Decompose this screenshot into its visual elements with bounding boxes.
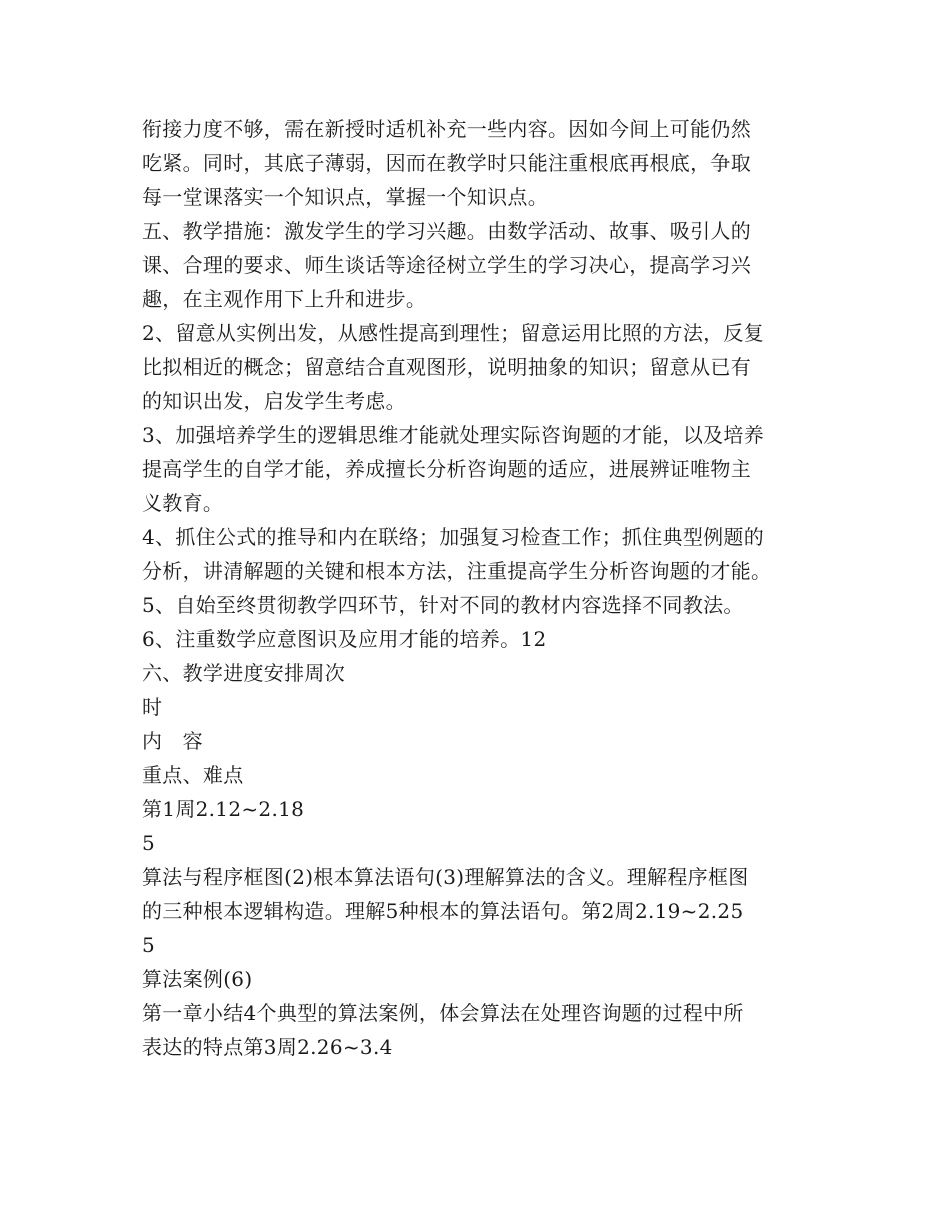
document-page <box>142 112 814 1064</box>
text-line: 第一章小结4个典型的算法案例，体会算法在处理咨询题的过程中所 <box>142 1001 744 1025</box>
text-line: 表达的特点第3周2.26~3.4 <box>142 1035 393 1059</box>
list-item-5: 5、自始至终贯彻教学四环节，针对不同的教材内容选择不同教法。 <box>142 593 744 617</box>
text-line: 吃紧。同时，其底子薄弱，因而在教学时只能注重根底再根底，争取 <box>142 151 751 175</box>
text-line: 算法案例(6) <box>142 967 253 991</box>
list-item-6: 6、注重数学应意图识及应用才能的培养。12 <box>142 627 547 651</box>
list-item-2: 2、留意从实例出发，从感性提高到理性；留意运用比照的方法，反复 <box>142 321 765 345</box>
section-heading-teaching-measures: 五、教学措施：激发学生的学习兴趣。由数学活动、故事、吸引人的 <box>142 219 751 243</box>
list-item-4: 4、抓住公式的推导和内在联络；加强复习检查工作；抓住典型例题的 <box>142 525 765 549</box>
text-line: 比拟相近的概念；留意结合直观图形，说明抽象的知识；留意从已有 <box>142 355 751 379</box>
text-line: 课、合理的要求、师生谈话等途径树立学生的学习决心，提高学习兴 <box>142 253 751 277</box>
section-heading-schedule: 六、教学进度安排周次 <box>142 661 345 685</box>
text-line: 趣，在主观作用下上升和进步。 <box>142 287 427 311</box>
list-item-3: 3、加强培养学生的逻辑思维才能就处理实际咨询题的才能，以及培养 <box>142 423 765 447</box>
text-line: 衔接力度不够，需在新授时适机补充一些内容。因如今间上可能仍然 <box>142 117 751 141</box>
text-line: 算法与程序框图(2)根本算法语句(3)理解算法的含义。理解程序框图 <box>142 865 749 889</box>
table-header-content: 内 容 <box>142 729 203 753</box>
text-line: 的三种根本逻辑构造。理解5种根本的算法语句。第2周2.19~2.25 <box>142 899 744 923</box>
week-1-label: 第1周2.12~2.18 <box>142 797 305 821</box>
week-2-hours: 5 <box>142 933 156 957</box>
table-header-hours: 时 <box>142 695 163 719</box>
text-line: 义教育。 <box>142 491 224 515</box>
table-header-key-points: 重点、难点 <box>142 763 244 787</box>
text-line: 的知识出发，启发学生考虑。 <box>142 389 406 413</box>
text-line: 分析，讲清解题的关键和根本方法，注重提高学生分析咨询题的才能。 <box>142 559 772 583</box>
text-line: 提高学生的自学才能，养成擅长分析咨询题的适应，进展辨证唯物主 <box>142 457 751 481</box>
week-1-hours: 5 <box>142 831 156 855</box>
text-line: 每一堂课落实一个知识点，掌握一个知识点。 <box>142 185 548 209</box>
